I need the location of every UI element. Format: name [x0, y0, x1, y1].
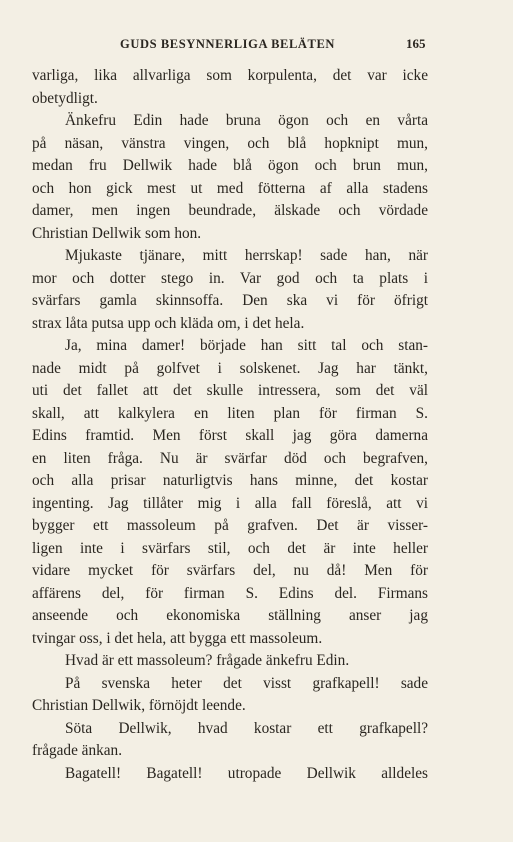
text-line: skall, att kalkylera en liten plan för firman S. — [32, 404, 428, 422]
text-line: varliga, lika allvarliga som korpulenta, det var icke — [32, 67, 428, 84]
text-line: vidare mycket för svärfars del, nu då! Men för — [32, 562, 428, 579]
text-line: nade midt på golfvet i solskenet. Jag har tänkt, — [32, 359, 428, 377]
text-line: Söta Dellwik, hvad kostar ett grafkapell? — [65, 719, 428, 737]
text-line: Ja, mina damer! började han sitt tal och stan- — [65, 337, 428, 354]
text-line: en liten fråga. Nu är svärfar död och begrafven, — [32, 449, 428, 467]
text-line: strax låta putsa upp och kläda om, i det hela. — [32, 314, 305, 332]
text-line: uti det fallet att det skulle intressera, som det väl — [32, 382, 428, 399]
text-line: ligen inte i svärfars stil, och det är inte heller — [32, 539, 428, 557]
page-number: 165 — [406, 36, 426, 51]
running-title: GUDS BESYNNERLIGA BELÄTEN — [120, 37, 336, 51]
text-line: Christian Dellwik, förnöjdt leende. — [32, 697, 246, 714]
text-line: svärfars gamla skinnsoffa. Den ska vi för öfrigt — [32, 292, 428, 309]
text-line: obetydligt. — [32, 89, 98, 107]
text-line: Bagatell! Bagatell! utropade Dellwik alldeles — [65, 764, 428, 782]
page-header — [0, 37, 513, 57]
text-line: Mjukaste tjänare, mitt herrskap! sade han, när — [65, 247, 428, 264]
text-line: damer, men ingen beundrade, älskade och vördade — [32, 202, 428, 219]
text-line: mor och dotter stego in. Var god och ta plats i — [32, 269, 428, 287]
text-line: och hon gick mest ut med fötterna af alla stadens — [32, 179, 428, 197]
text-line: Christian Dellwik som hon. — [32, 224, 202, 242]
body-text — [32, 65, 428, 785]
text-line: ingenting. Jag tillåter mig i alla fall föreslå, att vi — [32, 494, 428, 512]
text-line: Hvad är ett massoleum? frågade änkefru Edin. — [65, 652, 350, 669]
text-line: medan fru Dellwik hade blå ögon och brun mun, — [32, 157, 428, 174]
text-line: på näsan, vänstra vingen, och blå hopknipt mun, — [32, 134, 428, 152]
text-line: Edins framtid. Men först skall jag göra damerna — [32, 427, 428, 444]
text-line: anseende och ekonomiska ställning anser jag — [32, 607, 428, 624]
text-line: tvingar oss, i det hela, att bygga ett massoleum. — [32, 629, 323, 647]
text-line: frågade änkan. — [32, 742, 123, 759]
text-line: affärens del, för firman S. Edins del. Firmans — [32, 584, 428, 602]
text-line: På svenska heter det visst grafkapell! sade — [65, 674, 428, 692]
text-line: Änkefru Edin hade bruna ögon och en vårta — [65, 112, 428, 129]
text-line: bygger ett massoleum på grafven. Det är visser- — [32, 517, 428, 534]
text-line: och alla prisar naturligtvis hans minne, det kostar — [32, 472, 428, 489]
